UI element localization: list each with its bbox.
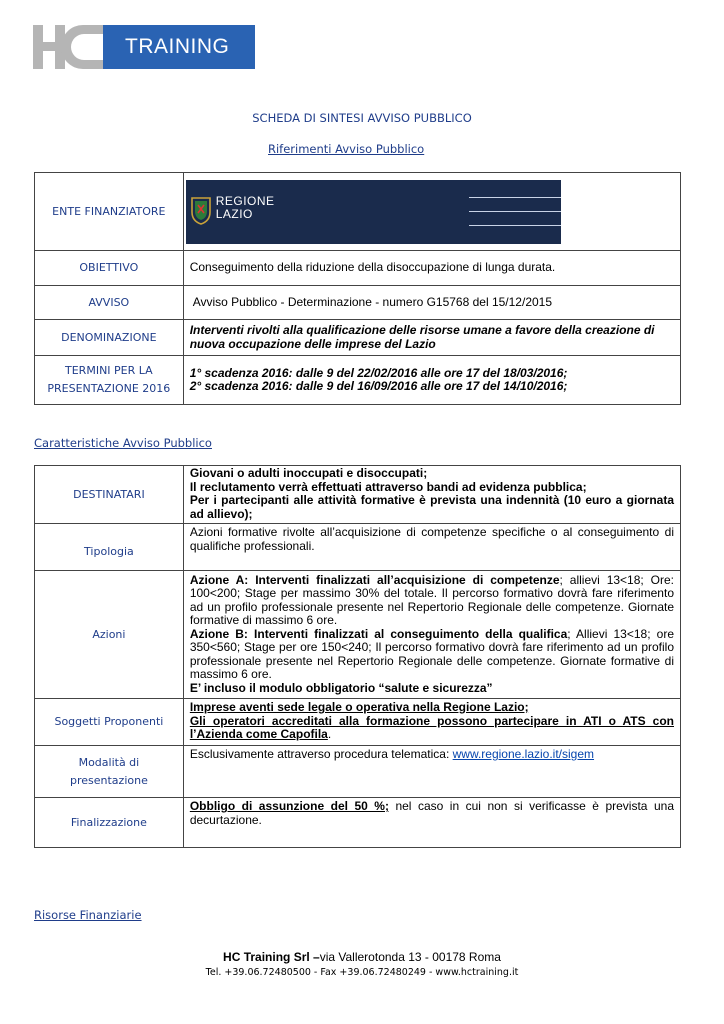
azione-b-title: Azione B: Interventi finalizzati al conseguimento della qualifica [189, 626, 568, 641]
finalizzazione-bold: Obbligo di assunzione del 50 %; [189, 799, 389, 813]
caratteristiche-table [34, 465, 681, 848]
table-row [35, 746, 681, 798]
soggetti-label: Soggetti Proponenti [35, 699, 184, 746]
regione-logo-line2: LAZIO [215, 206, 253, 221]
regione-emblem-icon [190, 195, 212, 225]
regione-lazio-logo [186, 180, 561, 244]
termini-line1: 1° scadenza 2016: dalle 9 del 22/02/2016 alle ore 17 del 18/03/2016; [189, 365, 568, 380]
obiettivo-value: Conseguimento della riduzione della disoccupazione di lunga durata. [183, 251, 680, 286]
obiettivo-label: OBIETTIVO [35, 251, 184, 286]
table-row [35, 251, 681, 286]
section-title-riferimenti: Riferimenti Avviso Pubblico [268, 142, 425, 156]
table-row [35, 571, 681, 699]
ente-label: ENTE FINANZIATORE [35, 173, 184, 251]
denominazione-value: Interventi rivolti alla qualificazione delle risorse umane a favore della creazione di nuova occupazione delle imprese del Lazio [183, 320, 680, 356]
destinatari-label: DESTINATARI [35, 466, 184, 524]
modalita-label [35, 746, 184, 798]
footer-contacts: Tel. +39.06.72480500 - Fax +39.06.72480249 - www.hctraining.it [205, 967, 519, 978]
azione-a-title: Azione A: Interventi finalizzati all’acquisizione di competenze [189, 572, 560, 587]
table-row [35, 798, 681, 848]
table-row [35, 320, 681, 356]
termini-label-line2: PRESENTAZIONE 2016 [47, 382, 171, 395]
table-row [35, 466, 681, 524]
azione-b [190, 628, 674, 682]
azioni-modulo: E’ incluso il modulo obbligatorio “salute e sicurezza” [189, 680, 493, 695]
section-title-caratteristiche: Caratteristiche Avviso Pubblico [34, 436, 212, 450]
denominazione-label: DENOMINAZIONE [35, 320, 184, 356]
azione-b-text: ; Allievi 13<18; ore 350<560; Stage per ore 150<240; Il percorso formativo dovrà fare riferimento ad un profilo professionale presente nel Repertorio Regionale delle competenze. Giornate formative di massimo 6 ore. [189, 626, 674, 682]
destinatari-line: Per i partecipanti alle attività formative è prevista una indennità (10 euro a giornata ad allievo); [189, 493, 674, 521]
soggetti-value [183, 699, 680, 746]
destinatari-line: Giovani o adulti inoccupati e disoccupati; [189, 466, 428, 480]
regione-stripe [469, 197, 561, 198]
modalita-label-line2: presentazione [69, 773, 148, 787]
destinatari-value [183, 466, 680, 524]
logo-training-word: TRAINING [103, 25, 255, 69]
section-title-risorse: Risorse Finanziarie [34, 908, 142, 922]
finalizzazione-label: Finalizzazione [35, 798, 184, 848]
termini-label [35, 356, 184, 405]
finalizzazione-value [183, 798, 680, 848]
regione-stripe [469, 211, 561, 212]
modalita-text: Esclusivamente attraverso procedura telematica: [189, 747, 453, 761]
footer-street: via Vallerotonda 13 - 00178 Roma [319, 950, 501, 964]
azione-a-text: ; allievi 13<18; Ore: 100<200; Stage per massimo 30% del totale. Il percorso formativo dovrà fare riferimento ad un profilo professionale presente nel Repertorio Regionale delle competenze. Giornate formative di massimo 6 ore. [189, 572, 674, 628]
soggetti-line: Gli operatori accreditati alla formazione possono partecipare in ATI o ATS con l’Azienda come Capofila [189, 713, 674, 741]
tipologia-label: Tipologia [35, 524, 184, 571]
finalizzazione-text: nel caso in cui non si verificasse è prevista una decurtazione. [189, 799, 674, 827]
hc-logo-mark [33, 25, 103, 69]
modalita-label-line1: Modalità di [78, 755, 140, 769]
ente-value [183, 173, 680, 251]
tipologia-value: Azioni formative rivolte all’acquisizione di competenze specifiche o al conseguimento di qualifiche professionali. [183, 524, 680, 571]
azioni-label: Azioni [35, 571, 184, 699]
regione-logo-text [216, 195, 275, 221]
regione-stripe [469, 225, 561, 226]
table-row [35, 286, 681, 320]
avviso-value: Avviso Pubblico - Determinazione - numero G15768 del 15/12/2015 [183, 286, 680, 320]
footer-address [0, 950, 724, 964]
hc-training-logo [33, 25, 230, 69]
termini-line2: 2° scadenza 2016: dalle 9 del 16/09/2016 alle ore 17 del 14/10/2016; [189, 379, 568, 393]
azioni-value [183, 571, 680, 699]
sigem-link[interactable]: www.regione.lazio.it/sigem [452, 747, 595, 761]
azione-a [190, 574, 674, 628]
avviso-label: AVVISO [35, 286, 184, 320]
regione-logo-line1: REGIONE [215, 193, 275, 208]
table-row [35, 173, 681, 251]
table-row [35, 524, 681, 571]
table-row [35, 356, 681, 405]
footer-company: HC Training Srl – [223, 950, 320, 964]
page-title: SCHEDA DI SINTESI AVVISO PUBBLICO [252, 111, 472, 125]
destinatari-line: Il reclutamento verrà effettuati attraverso bandi ad evidenza pubblica; [189, 479, 587, 494]
termini-label-line1: TERMINI PER LA [65, 364, 153, 377]
soggetti-line-end: . [327, 727, 332, 741]
soggetti-line: Imprese aventi sede legale o operativa nella Regione Lazio; [189, 700, 529, 714]
termini-value [183, 356, 680, 405]
table-row [35, 699, 681, 746]
modalita-value [183, 746, 680, 798]
riferimenti-table [34, 172, 681, 405]
